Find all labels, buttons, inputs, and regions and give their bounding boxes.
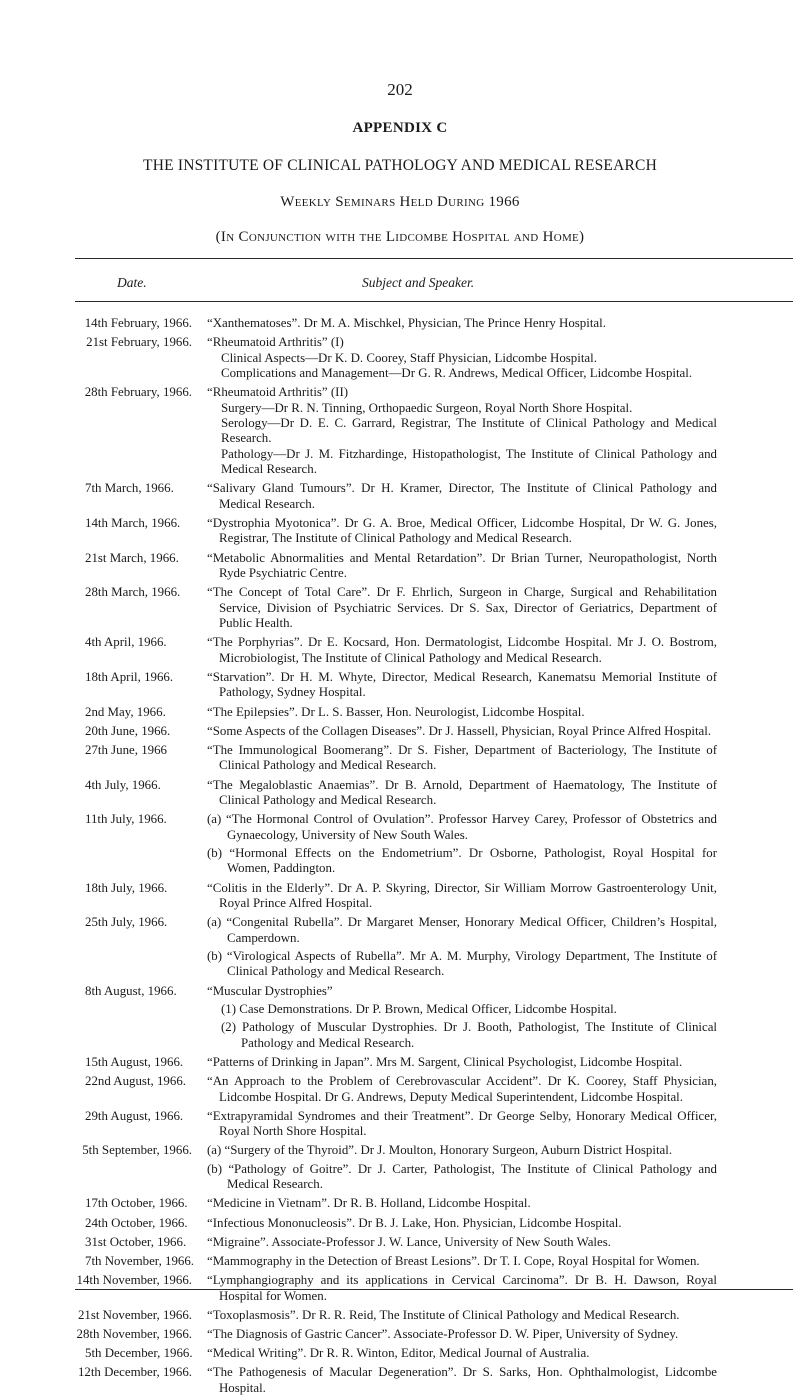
seminar-date: 31st October, 1966. xyxy=(85,1234,187,1249)
seminar-row xyxy=(0,316,800,331)
seminar-subject-line: “The Immunological Boomerang”. Dr S. Fisher, Department of Bacteriology, The Institute of Clinical Pathology and Medical Research. xyxy=(207,742,717,773)
seminar-subject xyxy=(207,516,717,547)
seminar-date: 21st February, 1966. xyxy=(86,335,192,350)
seminar-subject-line: “Extrapyramidal Syndromes and their Treatment”. Dr George Selby, Honorary Medical Officer, Royal North Shore Hospital. xyxy=(207,1108,717,1139)
seminar-row xyxy=(0,635,800,666)
seminar-row xyxy=(0,551,800,582)
seminar-date: 18th July, 1966. xyxy=(85,880,168,895)
seminar-row xyxy=(0,481,800,512)
seminar-date: 11th July, 1966. xyxy=(85,812,167,827)
seminar-row xyxy=(0,1254,800,1269)
seminar-row xyxy=(0,1327,800,1342)
header-bottom-rule xyxy=(75,301,793,302)
seminar-subject-line: “Medicine in Vietnam”. Dr R. B. Holland, Lidcombe Hospital. xyxy=(207,1196,531,1211)
seminar-subject-line: “Rheumatoid Arthritis” (II) xyxy=(207,385,349,400)
seminar-row xyxy=(0,1055,800,1070)
seminar-subject xyxy=(207,670,717,701)
seminar-subject xyxy=(207,1235,717,1250)
seminar-subject xyxy=(207,1196,717,1211)
table-bottom-rule xyxy=(75,1289,793,1290)
seminar-subject-line: “Toxoplasmosis”. Dr R. R. Reid, The Institute of Clinical Pathology and Medical Research. xyxy=(207,1307,680,1322)
seminar-date: 15th August, 1966. xyxy=(85,1055,184,1070)
seminar-subject xyxy=(207,881,717,912)
seminar-row xyxy=(0,1216,800,1231)
page-number: 202 xyxy=(387,80,413,99)
conjunction-subtitle xyxy=(0,229,800,246)
seminar-subject-line: “Xanthematoses”. Dr M. A. Mischkel, Physician, The Prince Henry Hospital. xyxy=(207,316,606,330)
seminar-list xyxy=(0,316,800,1400)
seminar-subject-line: “Metabolic Abnormalities and Mental Retardation”. Dr Brian Turner, Neuropathologist, North Ryde Psychiatric Centre. xyxy=(207,550,717,581)
seminar-subject xyxy=(207,385,717,477)
seminar-subject-line: “The Epilepsies”. Dr L. S. Basser, Hon. Neurologist, Lidcombe Hospital. xyxy=(207,704,585,719)
seminar-date: 28th February, 1966. xyxy=(84,385,192,400)
seminar-subject-line: (b) “Hormonal Effects on the Endometrium”. Dr Osborne, Pathologist, Royal Hospital for Women, Paddington. xyxy=(207,845,717,876)
seminar-subject xyxy=(207,551,717,582)
seminar-subject xyxy=(207,585,717,631)
seminar-subject xyxy=(207,724,717,739)
seminar-row xyxy=(0,1346,800,1361)
seminar-subject xyxy=(207,705,717,720)
seminar-row xyxy=(0,984,800,1052)
seminar-date: 8th August, 1966. xyxy=(85,983,177,998)
seminar-row xyxy=(0,1365,800,1396)
seminar-subject xyxy=(207,984,717,1052)
seminar-subject-line: “Infectious Mononucleosis”. Dr B. J. Lake, Hon. Physician, Lidcombe Hospital. xyxy=(207,1215,622,1230)
seminar-date: 12th December, 1966. xyxy=(77,1365,192,1380)
seminar-subject-line: “Medical Writing”. Dr R. R. Winton, Editor, Medical Journal of Australia. xyxy=(207,1346,590,1361)
seminar-subject-line: “Colitis in the Elderly”. Dr A. P. Skyring, Director, Sir William Morrow Gastroenterology Unit, Royal Prince Alfred Hospital. xyxy=(207,880,717,910)
seminar-subject-line: “Some Aspects of the Collagen Diseases”. Dr J. Hassell, Physician, Royal Prince Alfred Hospital. xyxy=(207,723,712,738)
institute-title: THE INSTITUTE OF CLINICAL PATHOLOGY AND MEDICAL RESEARCH xyxy=(143,157,657,174)
seminar-date: 14th February, 1966. xyxy=(84,316,192,330)
seminar-subject-line: (a) “Surgery of the Thyroid”. Dr J. Moulton, Honorary Surgeon, Auburn District Hospital. xyxy=(207,1143,673,1158)
seminar-row xyxy=(0,812,800,877)
seminar-row xyxy=(0,585,800,631)
seminar-subject-line: “Patterns of Drinking in Japan”. Mrs M. Sargent, Clinical Psychologist, Lidcombe Hospital. xyxy=(207,1055,683,1070)
date-column-header: Date. xyxy=(117,275,147,290)
seminar-subject xyxy=(207,1074,717,1105)
seminars-subtitle xyxy=(0,194,800,211)
seminar-row xyxy=(0,1196,800,1211)
seminar-subject-line: Clinical Aspects—Dr K. D. Coorey, Staff Physician, Lidcombe Hospital. xyxy=(221,350,597,365)
seminar-date: 2nd May, 1966. xyxy=(85,704,166,719)
seminar-subject xyxy=(207,778,717,809)
seminar-subject-line: (1) Case Demonstrations. Dr P. Brown, Medical Officer, Lidcombe Hospital. xyxy=(221,1002,617,1016)
seminar-subject xyxy=(207,1365,717,1396)
seminar-row xyxy=(0,1074,800,1105)
seminar-date: 24th October, 1966. xyxy=(85,1215,188,1230)
table-top-rule xyxy=(75,258,793,259)
seminar-row xyxy=(0,1308,800,1323)
seminar-subject-line: Serology—Dr D. E. C. Garrard, Registrar, The Institute of Clinical Pathology and Medical Research. xyxy=(221,416,717,446)
seminar-row xyxy=(0,743,800,774)
seminar-subject xyxy=(207,1143,717,1192)
seminar-date: 14th November, 1966. xyxy=(76,1273,192,1288)
seminar-date: 17th October, 1966. xyxy=(85,1196,188,1211)
seminar-date: 18th April, 1966. xyxy=(85,669,174,684)
seminar-date: 22nd August, 1966. xyxy=(85,1074,186,1089)
seminar-subject xyxy=(207,335,717,381)
seminar-subject-line: “An Approach to the Problem of Cerebrovascular Accident”. Dr K. Coorey, Staff Physician, Lidcombe Hospital. Dr G. Andrews, Deputy Medical Superintendent, Lidcombe Hospital. xyxy=(207,1074,717,1104)
appendix-heading: APPENDIX C xyxy=(352,120,448,136)
seminar-subject-line: Pathology—Dr J. M. Fitzhardinge, Histopathologist, The Institute of Clinical Pathology and Medical Research. xyxy=(221,446,717,477)
seminar-subject-line: Complications and Management—Dr G. R. Andrews, Medical Officer, Lidcombe Hospital. xyxy=(221,366,693,381)
seminar-row xyxy=(0,385,800,477)
seminar-subject-line: (2) Pathology of Muscular Dystrophies. Dr J. Booth, Pathologist, The Institute of Clinical Pathology and Medical Research. xyxy=(221,1020,717,1050)
seminar-date: 21st March, 1966. xyxy=(85,550,179,565)
seminar-subject-line: “The Pathogenesis of Macular Degeneration”. Dr S. Sarks, Hon. Ophthalmologist, Lidcombe Hospital. xyxy=(207,1365,717,1395)
seminar-subject xyxy=(207,635,717,666)
seminar-subject xyxy=(207,1308,717,1323)
seminar-subject xyxy=(207,1055,717,1070)
seminars-subtitle-text: Weekly Seminars Held During 1966 xyxy=(280,194,520,210)
seminar-row xyxy=(0,670,800,701)
seminar-date: 7th March, 1966. xyxy=(85,481,174,496)
seminar-row xyxy=(0,335,800,381)
seminar-date: 5th September, 1966. xyxy=(82,1143,192,1158)
seminar-row xyxy=(0,881,800,912)
seminar-date: 28th March, 1966. xyxy=(85,585,181,600)
seminar-subject-line: (b) “Pathology of Goitre”. Dr J. Carter, Pathologist, The Institute of Clinical Pathology and Medical Research. xyxy=(207,1161,717,1192)
seminar-subject-line: “The Diagnosis of Gastric Cancer”. Associate-Professor D. W. Piper, University of Sydney. xyxy=(207,1327,679,1342)
seminar-subject xyxy=(207,1254,717,1269)
seminar-row xyxy=(0,705,800,720)
seminar-row xyxy=(0,724,800,739)
seminar-subject xyxy=(207,1216,717,1231)
seminar-row xyxy=(0,778,800,809)
seminar-subject-line: “Starvation”. Dr H. M. Whyte, Director, Medical Research, Kanematsu Memorial Institute of Pathology, Sydney Hospital. xyxy=(207,669,717,700)
seminar-subject-line: (a) “The Hormonal Control of Ovulation”. Professor Harvey Carey, Professor of Obstetrics and Gynaecology, University of New South Wales. xyxy=(207,812,717,842)
seminar-row xyxy=(0,915,800,980)
seminar-subject-line: “Mammography in the Detection of Breast Lesions”. Dr T. I. Cope, Royal Hospital for Women. xyxy=(207,1254,700,1269)
seminar-date: 25th July, 1966. xyxy=(85,915,168,930)
seminar-subject xyxy=(207,743,717,774)
seminar-subject-line: “Dystrophia Myotonica”. Dr G. A. Broe, Medical Officer, Lidcombe Hospital, Dr W. G. Jones, Registrar, The Institute of Clinical Pathology and Medical Research. xyxy=(207,516,717,546)
seminar-date: 27th June, 1966 xyxy=(85,742,167,757)
seminar-date: 21st November, 1966. xyxy=(77,1307,192,1322)
seminar-date: 4th July, 1966. xyxy=(85,777,161,792)
seminar-subject-line: “The Megaloblastic Anaemias”. Dr B. Arnold, Department of Haematology, The Institute of Clinical Pathology and Medical Research. xyxy=(207,777,717,807)
seminar-subject-line: (b) “Virological Aspects of Rubella”. Mr A. M. Murphy, Virology Department, The Institute of Clinical Pathology and Medical Research. xyxy=(207,948,717,979)
seminar-subject-line: “Rheumatoid Arthritis” (I) xyxy=(207,335,344,350)
seminar-date: 4th April, 1966. xyxy=(85,635,167,650)
seminar-date: 7th November, 1966. xyxy=(85,1254,195,1269)
seminar-row xyxy=(0,1109,800,1140)
seminar-subject xyxy=(207,1346,717,1361)
seminar-date: 28th November, 1966. xyxy=(76,1327,192,1342)
seminar-subject xyxy=(207,812,717,877)
seminar-subject xyxy=(207,1109,717,1140)
seminar-subject-line: (a) “Congenital Rubella”. Dr Margaret Menser, Honorary Medical Officer, Children’s Hospital, Camperdown. xyxy=(207,915,717,945)
seminar-subject xyxy=(207,481,717,512)
conjunction-subtitle-text: (In Conjunction with the Lidcombe Hospital and Home) xyxy=(215,229,585,245)
seminar-subject-line: “The Porphyrias”. Dr E. Kocsard, Hon. Dermatologist, Lidcombe Hospital. Mr J. O. Bostrom, Microbiologist, The Institute of Clinical Pathology and Medical Research. xyxy=(207,635,717,665)
seminar-row xyxy=(0,1235,800,1250)
seminar-subject-line: “Lymphangiography and its applications in Cervical Carcinoma”. Dr B. H. Dawson, Royal Hospital for Women. xyxy=(207,1273,717,1303)
seminar-subject-line: “Migraine”. Associate-Professor J. W. Lance, University of New South Wales. xyxy=(207,1234,611,1249)
subject-column-header: Subject and Speaker. xyxy=(362,275,475,290)
seminar-subject-line: “Muscular Dystrophies” xyxy=(207,983,333,998)
seminar-subject xyxy=(207,915,717,980)
seminar-row xyxy=(0,1143,800,1192)
seminar-date: 29th August, 1966. xyxy=(85,1108,184,1123)
seminar-subject xyxy=(207,316,717,331)
seminar-subject xyxy=(207,1327,717,1342)
seminar-subject-line: “Salivary Gland Tumours”. Dr H. Kramer, Director, The Institute of Clinical Pathology and Medical Research. xyxy=(207,481,717,511)
seminar-date: 20th June, 1966. xyxy=(85,723,171,738)
seminar-row xyxy=(0,516,800,547)
seminar-subject-line: “The Concept of Total Care”. Dr F. Ehrlich, Surgeon in Charge, Surgical and Rehabilitation Service, Division of Psychiatric Services. Dr S. Sax, Director of Geriatrics, Department of Public Health. xyxy=(207,585,717,631)
seminar-date: 5th December, 1966. xyxy=(85,1346,193,1361)
seminar-subject-line: Surgery—Dr R. N. Tinning, Orthopaedic Surgeon, Royal North Shore Hospital. xyxy=(221,400,633,415)
seminar-date: 14th March, 1966. xyxy=(85,516,181,531)
